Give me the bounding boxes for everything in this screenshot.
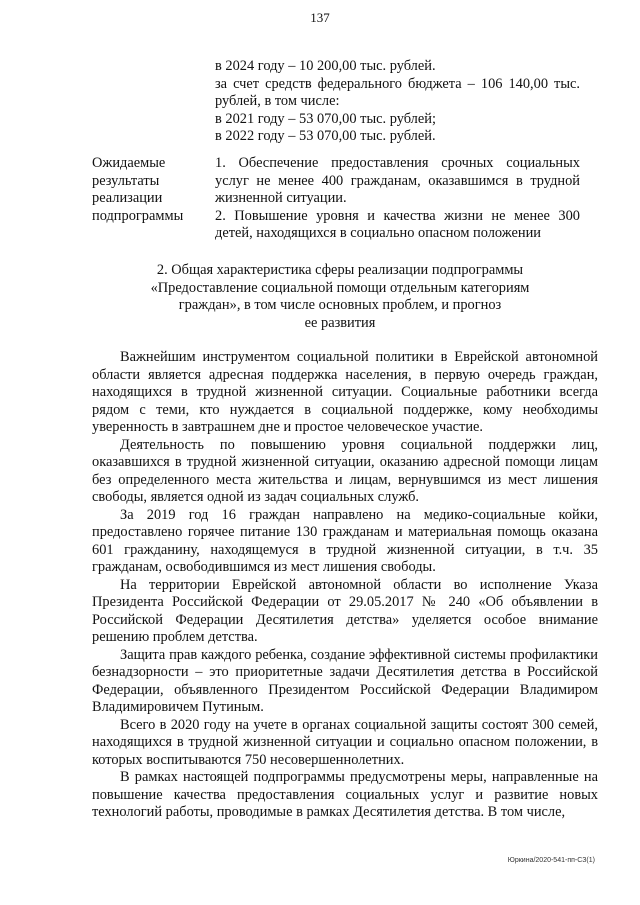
expected-results-label: Ожидаемые результаты реализации подпрограммы bbox=[92, 155, 184, 224]
paragraph: Всего в 2020 году на учете в органах социальной защиты состоят 300 семей, находящихся в трудной жизненной ситуации и социально опасном положении, в которых воспитываются 750 несовершеннолетних. bbox=[92, 716, 598, 768]
paragraph: Защита прав каждого ребенка, создание эффективной системы профилактики безнадзорности – это приоритетные задачи Десятилетия детства в Российской Федерации, объявленного Президентом Российской Федерации Владимиром Владимировичем Путиным. bbox=[92, 646, 598, 715]
result-item: 1. Обеспечение предоставления срочных социальных услуг не менее 400 гражданам, оказавшимся в трудной жизненной ситуации. bbox=[215, 155, 580, 206]
page-number: 137 bbox=[310, 10, 330, 25]
budget-line: за счет средств федерального бюджета – 106 140,00 тыс. рублей, в том числе: bbox=[215, 75, 580, 109]
budget-block bbox=[215, 58, 580, 146]
paragraph: Важнейшим инструментом социальной политики в Еврейской автономной области является адресная поддержка населения, в первую очередь граждан, находящихся в трудной жизненной ситуации. Социальные работники всегда рядом с теми, кто нуждается в социальной поддержке, кому необходимы уверенность в завтрашнем дне и простое человеческое участие. bbox=[92, 349, 598, 435]
budget-line: в 2021 году – 53 070,00 тыс. рублей; bbox=[215, 110, 436, 127]
budget-line: в 2024 году – 10 200,00 тыс. рублей. bbox=[215, 58, 436, 74]
paragraph: За 2019 год 16 граждан направлено на медико-социальные койки, предоставлено горячее питание 130 гражданам и материальная помощь оказана 601 гражданину, находящемуся в трудной жизненной ситуации, в т.ч. 35 гражданам, освободившимся из мест лишения свободы. bbox=[92, 506, 598, 575]
paragraph: На территории Еврейской автономной области во исполнение Указа Президента Российской Федерации от 29.05.2017 № 240 «Об объявлении в Российской Федерации Десятилетия детства» уделяется особое внимание решению проблем детства. bbox=[92, 576, 598, 645]
expected-results-list bbox=[215, 155, 580, 243]
result-item: 2. Повышение уровня и качества жизни не менее 300 детей, находящихся в социально опасном положении bbox=[215, 207, 580, 241]
section-title: 2. Общая характеристика сферы реализации подпрограммы «Предоставление социальной помощи отдельным категориям граждан», в том числе основных проблем, и прогноз ее развития bbox=[150, 262, 530, 331]
budget-line: в 2022 году – 53 070,00 тыс. рублей. bbox=[215, 128, 436, 144]
paragraph: Деятельность по повышению уровня социальной поддержки лиц, оказавшихся в трудной жизненной ситуации, оказанию адресной помощи лицам без определенного места жительства и лицам, вернувшимся из мест лишения свободы, является одной из задач социальных служб. bbox=[92, 436, 598, 505]
body-text bbox=[92, 349, 598, 822]
expected-results-row bbox=[92, 155, 582, 243]
paragraph: В рамках настоящей подпрограммы предусмотрены меры, направленные на повышение качества предоставления социальных услуг и развитие новых технологий работы, проводимые в рамках Десятилетия детства. В том числе, bbox=[92, 769, 598, 820]
document-code: Юркина/2020-541-пп-СЗ(1) bbox=[507, 857, 595, 864]
